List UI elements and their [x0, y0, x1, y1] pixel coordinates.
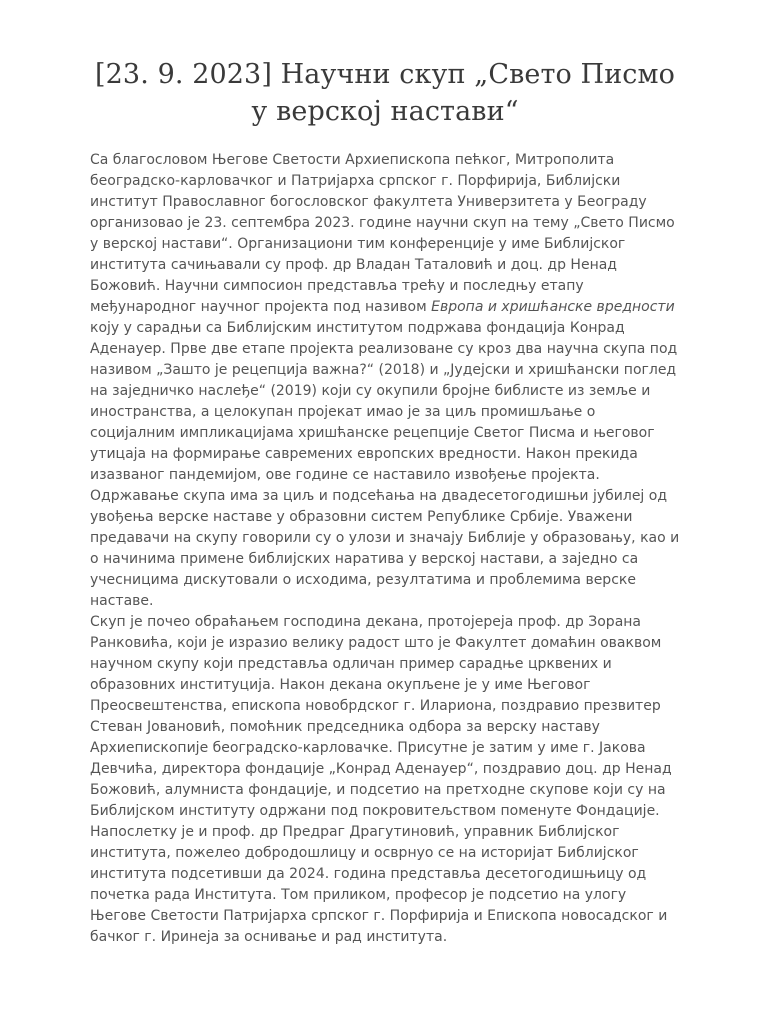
paragraph-1-text-end: коју у сарадњи са Библијским институтом подржава фондација Конрад Аденауер. Прве две етапе пројекта реализоване су кроз два научна скупа под називом „Зашто је рецепција важна?“ (2018) и „Јудејски и хришћански поглед на заједничко наслеђе“ (2019) који су окупили бројне библисте из земље и иностранства, а целокупан пројекат имао је за циљ промишљање о социјалним импликацијама хришћанске рецепције Светог Писма и његовог утицаја на формирање савремених европских вредности. Након прекида изазваног пандемијом, ове године се наставило извођење пројекта. Одржавање скупа има за циљ и подсећања на двадесетогодишњи јубилеј од увођења верске наставе у образовни систем Републике Србије. Уважени предавачи на скупу говорили су о улози и значају Библије у образовању, као и о начинима примене библијских наратива у верској настави, а заједно са учесницима дискутовали о исходима, резултатима и проблемима верске наставе. — [90, 320, 680, 609]
paragraph-1-text-start: Са благословом Његове Светости Архиепископа пећког, Митрополита београдско-карловачког и Патријарха српског г. Порфирија, Библијски институт Православног богословског факултета Универзитета у Београду организовао је 23. септембра 2023. године научни скуп на тему „Свето Писмо у верској настави“. Организациони тим конференције у име Библијског института сачињавали су проф. др Владан Таталовић и доц. др Ненад Божовић. Научни симпосион представља трећу и последњу етапу међународног научног пројекта под називом — [90, 152, 675, 315]
article-paragraph-1 — [90, 150, 680, 612]
article-body — [90, 150, 680, 948]
article-paragraph-2: Скуп је почео обраћањем господина декана, протојереја проф. др Зорана Ранковића, који је изразио велику радост што је Факултет домаћин оваквом научном скупу који представља одличан пример сарадње црквених и образовних институција. Након декана окупљене је у име Његовог Преосвештенства, епископа новобрдског г. Илариона, поздравио презвитер Стеван Јовановић, помоћник председника одбора за верску наставу Архиепископије београдско-карловачке. Присутне је затим у име г. Јакова Девчића, директора фондације „Конрад Аденауер“, поздравио доц. др Ненад Божовић, алумниста фондације, и подсетио на претходне скупове који су на Библијском институту одржани под покровитељством поменуте Фондације. Напослетку је и проф. др Предраг Драгутиновић, управник Библијског института, пожелео добродошлицу и осврнуо се на историјат Библијског института подсетивши да 2024. година представља десетогодишњицу од почетка рада Института. Том приликом, професор је подсетио на улогу Његове Светости Патријарха српског г. Порфирија и Епископа новосадског и бачког г. Иринеја за оснивање и рад института. — [90, 614, 672, 945]
article-title: [23. 9. 2023] Научни скуп „Свето Писмо у верској настави“ — [95, 59, 675, 127]
project-title-italic: Европа и хришћанске вредности — [431, 299, 675, 315]
